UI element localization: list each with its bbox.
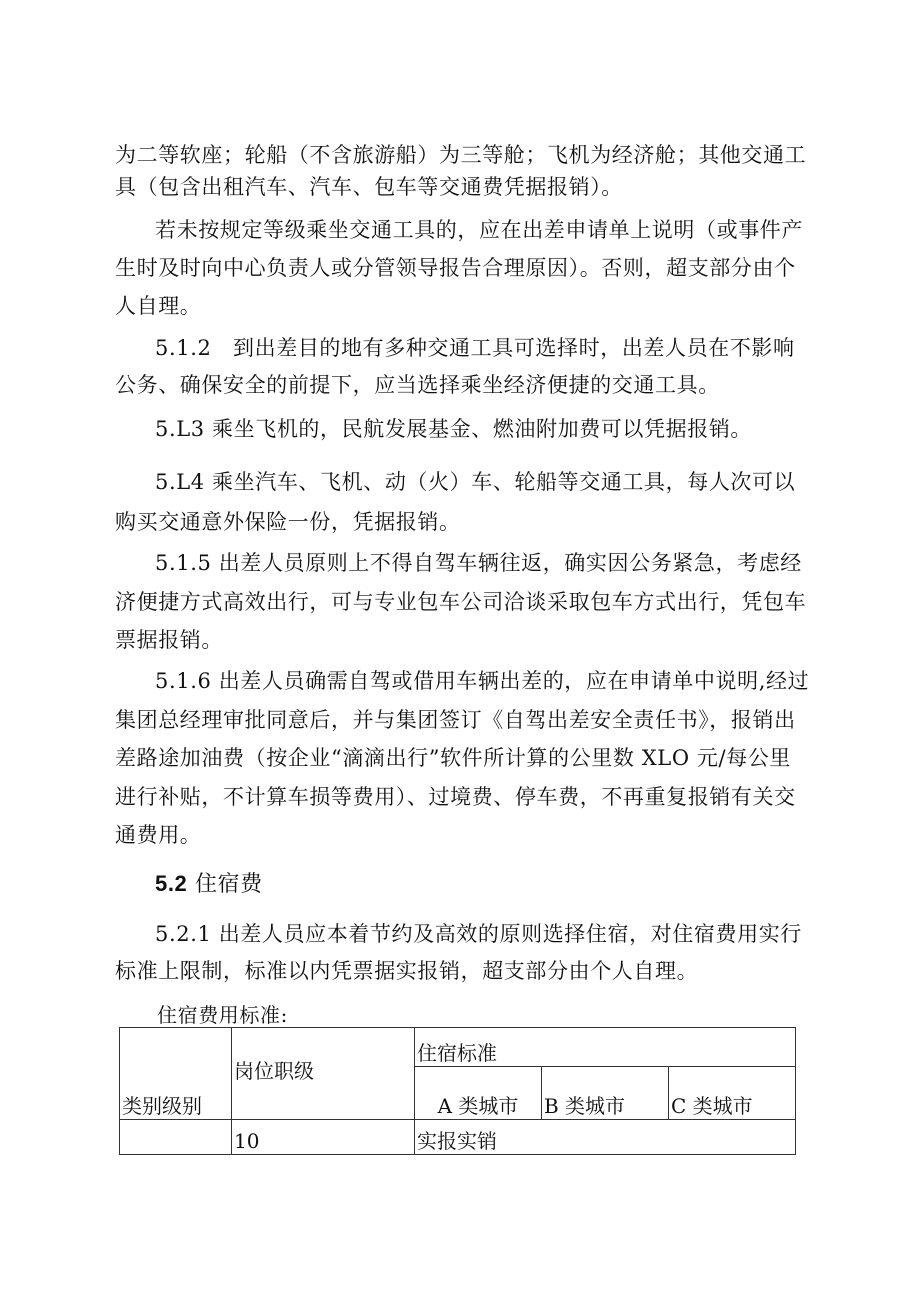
header-standard-cell: 住宿标准: [415, 1028, 796, 1067]
paragraph-line: 5.1.5 出差人员原则上不得自驾车辆往返，确实因公务紧急，考虑经: [155, 551, 802, 575]
paragraph-line: 票据报销。: [115, 628, 223, 652]
row-category-cell: [120, 1120, 232, 1155]
paragraph-line: 若未按规定等级乘坐交通工具的，应在出差申请单上说明（或事件产: [155, 218, 803, 242]
header-city-c-cell: C 类城市: [669, 1067, 796, 1120]
header-city-b-cell: B 类城市: [542, 1067, 669, 1120]
paragraph-line: 进行补贴，不计算车损等费用）、过境费、停车费，不再重复报销有关交: [115, 785, 796, 809]
row-standard-cell: 实报实销: [415, 1120, 796, 1155]
section-heading: [155, 869, 263, 900]
paragraph-line: 公务、确保安全的前提下，应当选择乘坐经济便捷的交通工具。: [115, 373, 720, 397]
accommodation-standard-table: [119, 1027, 796, 1155]
paragraph-line: 购买交通意外保险一份，凭据报销。: [115, 510, 461, 534]
section-number: 5.2: [155, 871, 188, 896]
paragraph-line: 5.2.1 出差人员应本着节约及高效的原则选择住宿，对住宿费用实行: [155, 922, 802, 946]
header-position-cell: 岗位职级: [232, 1028, 415, 1120]
paragraph-line: 5.L4 乘坐汽车、飞机、动（火）车、轮船等交通工具，每人次可以: [155, 470, 796, 494]
paragraph-line: 差路途加油费（按企业“滴滴出行”软件所计算的公里数 XLO 元/每公里: [115, 746, 792, 770]
paragraph-line: 为二等软座；轮船（不含旅游船）为三等舱；飞机为经济舱；其他交通工: [115, 143, 807, 167]
section-title: 住宿费: [194, 872, 263, 897]
paragraph-line: 济便捷方式高效出行，可与专业包车公司洽谈采取包车方式出行，凭包车: [115, 590, 807, 614]
paragraph-line: 通费用。: [115, 823, 202, 847]
paragraph-line: 5.1.2 到出差目的地有多种交通工具可选择时，出差人员在不影响: [155, 336, 795, 360]
header-category-cell: 类别级别: [120, 1028, 232, 1120]
paragraph-line: 生时及时向中心负责人或分管领导报告合理原因）。否则，超支部分由个: [115, 256, 796, 280]
paragraph-line: 5.L3 乘坐飞机的，民航发展基金、燃油附加费可以凭据报销。: [155, 417, 753, 441]
table-caption: 住宿费用标准:: [157, 1003, 288, 1027]
paragraph-line: 具（包含出租汽车、汽车、包车等交通费凭据报销）。: [115, 175, 623, 199]
paragraph-line: 标准上限制，标准以内凭票据实报销，超支部分由个人自理。: [115, 959, 699, 983]
table-row: [120, 1120, 796, 1155]
paragraph-line: 5.1.6 出差人员确需自驾或借用车辆出差的，应在申请单中说明,经过: [155, 669, 810, 693]
header-city-a-cell: A 类城市: [415, 1067, 542, 1120]
row-position-cell: 10: [232, 1120, 415, 1155]
paragraph-line: 人自理。: [115, 294, 202, 318]
paragraph-line: 集团总经理审批同意后，并与集团签订《自驾出差安全责任书》，报销出: [115, 708, 796, 732]
